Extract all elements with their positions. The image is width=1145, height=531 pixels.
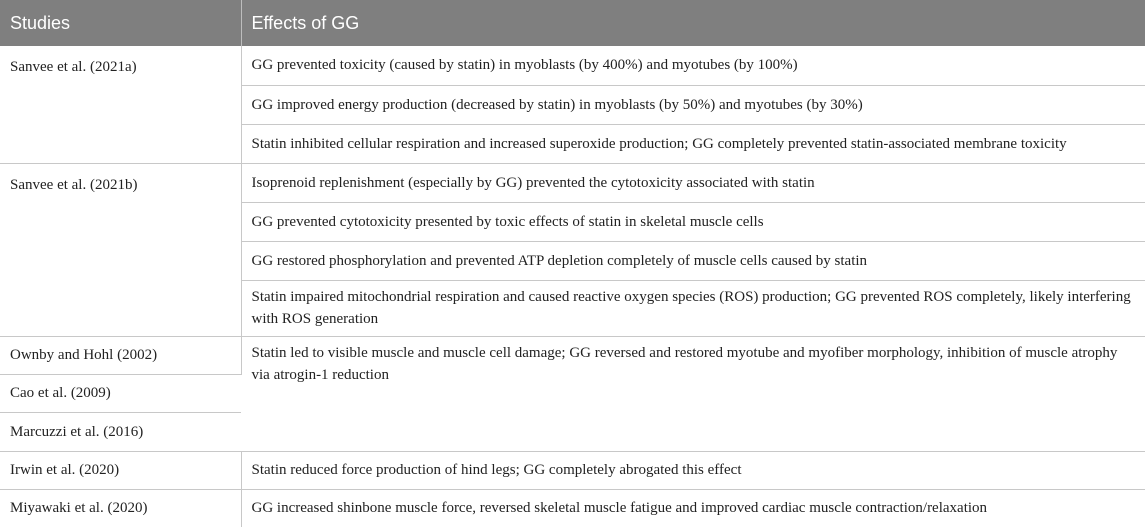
study-cell: Ownby and Hohl (2002): [0, 336, 241, 374]
effect-cell: Statin impaired mitochondrial respiration and caused reactive oxygen species (ROS) production; GG prevented ROS completely, likely interfering with ROS generation: [241, 280, 1145, 336]
header-studies: Studies: [0, 0, 241, 46]
header-effects: Effects of GG: [241, 0, 1145, 46]
table-row: [0, 336, 1145, 374]
study-cell: Cao et al. (2009): [0, 374, 241, 412]
study-cell: Miyawaki et al. (2020): [0, 489, 241, 527]
effect-cell: GG restored phosphorylation and prevented ATP depletion completely of muscle cells caused by statin: [241, 241, 1145, 280]
header-row: [0, 0, 1145, 46]
study-cell: Marcuzzi et al. (2016): [0, 412, 241, 451]
effect-cell: GG prevented toxicity (caused by statin) in myoblasts (by 400%) and myotubes (by 100%): [241, 46, 1145, 85]
table-row: [0, 163, 1145, 202]
effect-cell: Statin reduced force production of hind legs; GG completely abrogated this effect: [241, 451, 1145, 489]
effect-cell: Statin led to visible muscle and muscle cell damage; GG reversed and restored myotube and myofiber morphology, inhibition of muscle atrophy via atrogin-1 reduction: [241, 336, 1145, 451]
table-row: [0, 451, 1145, 489]
table-row: [0, 46, 1145, 85]
effect-cell: GG improved energy production (decreased by statin) in myoblasts (by 50%) and myotubes (by 30%): [241, 85, 1145, 124]
effect-cell: Statin inhibited cellular respiration and increased superoxide production; GG completely prevented statin-associated membrane toxicity: [241, 124, 1145, 163]
effect-cell: Isoprenoid replenishment (especially by GG) prevented the cytotoxicity associated with statin: [241, 163, 1145, 202]
study-cell: Irwin et al. (2020): [0, 451, 241, 489]
effect-cell: GG increased shinbone muscle force, reversed skeletal muscle fatigue and improved cardiac muscle contraction/relaxation: [251, 500, 988, 517]
table-row: [0, 489, 1145, 527]
study-cell: Sanvee et al. (2021a): [0, 46, 241, 163]
study-cell: Sanvee et al. (2021b): [0, 163, 241, 336]
effect-cell: GG prevented cytotoxicity presented by toxic effects of statin in skeletal muscle cells: [241, 202, 1145, 241]
